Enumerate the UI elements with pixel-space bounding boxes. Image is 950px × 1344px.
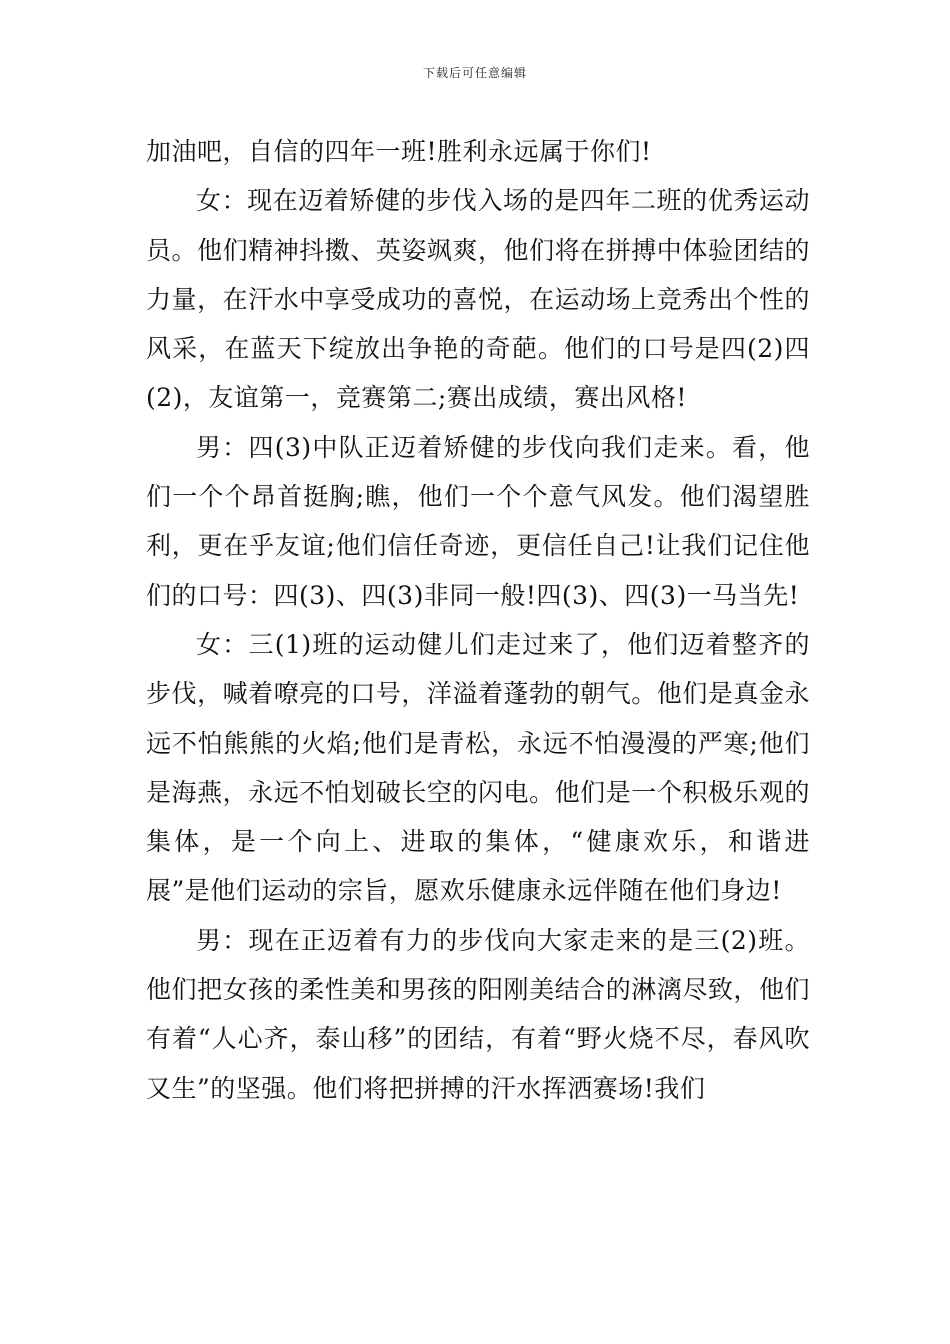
document-body	[146, 127, 810, 1113]
paragraph-1: 加油吧，自信的四年一班!胜利永远属于你们!	[146, 137, 652, 166]
page-header-note: 下载后可任意编辑	[422, 66, 527, 80]
paragraph-3: 男：四(3)中队正迈着矫健的步伐向我们走来。看，他们一个个昂首挺胸;瞧，他们一个个意气风发。他们渴望胜利，更在乎友谊;他们信任奇迹，更信任自己!让我们记住他们的口号：四(3)、四(3)非同一般!四(3)、四(3)一马当先!	[146, 432, 810, 610]
paragraph-5: 男：现在正迈着有力的步伐向大家走来的是三(2)班。他们把女孩的柔性美和男孩的阳刚美结合的淋漓尽致，他们有着“人心齐，泰山移”的团结，有着“野火烧不尽，春风吹又生”的坚强。他们将把拼搏的汗水挥洒赛场!我们	[146, 925, 810, 1103]
paragraph-4: 女：三(1)班的运动健儿们走过来了，他们迈着整齐的步伐，喊着嘹亮的口号，洋溢着蓬勃的朝气。他们是真金永远不怕熊熊的火焰;他们是青松，永远不怕漫漫的严寒;他们是海燕，永远不怕划破长空的闪电。他们是一个积极乐观的集体，是一个向上、进取的集体，“健康欢乐，和谐进展”是他们运动的宗旨，愿欢乐健康永远伴随在他们身边!	[146, 629, 810, 906]
paragraph-2: 女：现在迈着矫健的步伐入场的是四年二班的优秀运动员。他们精神抖擞、英姿飒爽，他们将在拼搏中体验团结的力量，在汗水中享受成功的喜悦，在运动场上竞秀出个性的风采，在蓝天下绽放出争艳的奇葩。他们的口号是四(2)四(2)，友谊第一，竞赛第二;赛出成绩，赛出风格!	[146, 186, 810, 413]
